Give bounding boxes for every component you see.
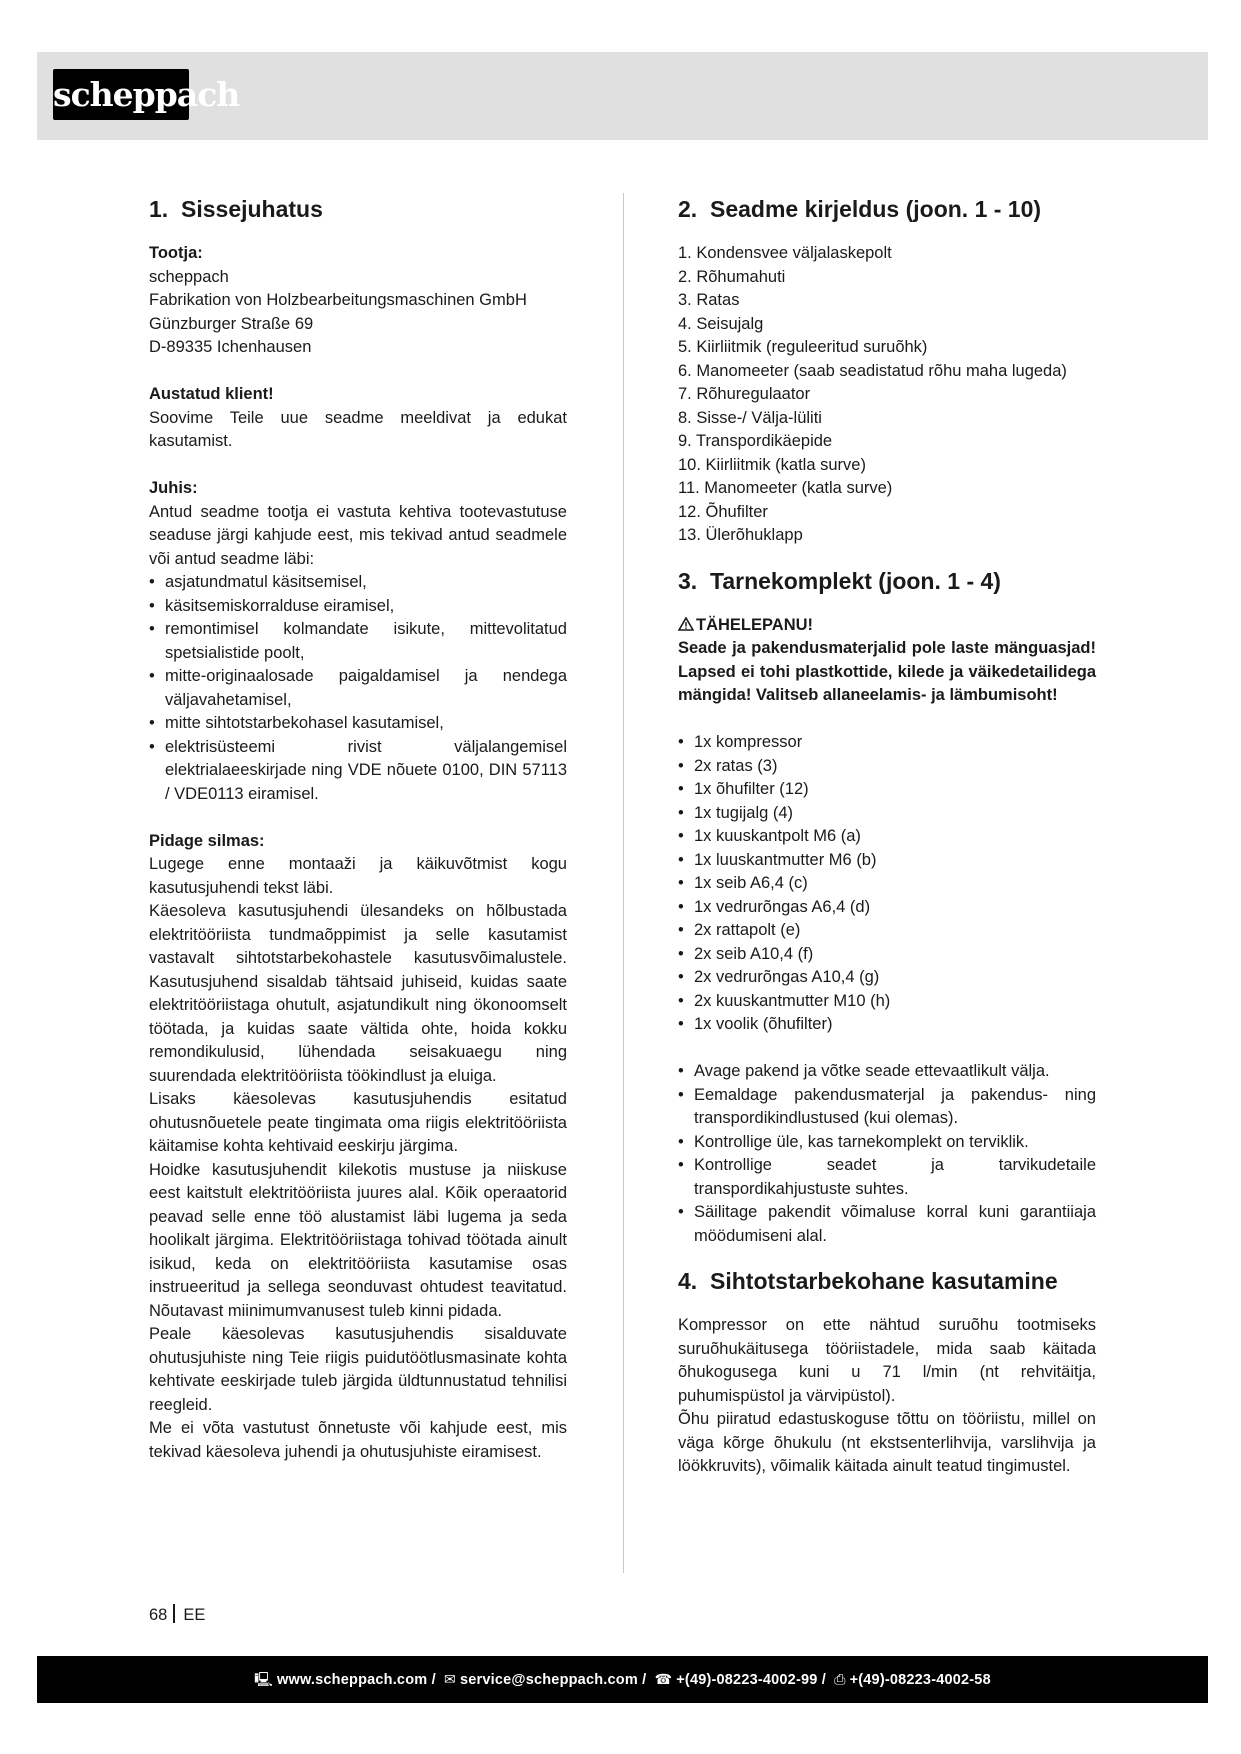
intended-use-paragraph: Õhu piiratud edastuskoguse tõttu on tööriistu, millel on väga kõrge õhukulu (nt ekstsenterlihvija, varslihvija ja löökkruvits), võimalik käitada ainult teatud tingimustel. (678, 1410, 1096, 1475)
remember-paragraph: Käesoleva kasutusjuhendi ülesandeks on hõlbustada elektritööriista tundmaõppimist ja selle kasutamist vastavalt sihtotstarbekohastele kasutusvõimalustele. Kasutusjuhend sisaldab tähtsaid juhiseid, kuidas saate elektritööriistaga ohutult, asjatundikult ning ökonoomselt töötada, ja kuidas saate vältida ohte, hoida kokku remondikulusid, lühendada seisakuaegu ning suurendada elektritööriista töökindlust ja eluiga. (149, 902, 567, 1085)
list-item: • 1x tugijalg (4) (678, 802, 1096, 826)
remember-paragraph: Lisaks käesolevas kasutusjuhendis esitatud ohutusnõuetele peate tingimata oma riigis elektritööriista käitamise kohta kehtivaid eeskirju järgima. (149, 1090, 567, 1155)
language-code: EE (183, 1606, 206, 1624)
list-item: • 1x kompressor (678, 731, 1096, 755)
phone-number: +(49)-08223-4002-99 / (676, 1672, 826, 1688)
list-item: • 1x kuuskantpolt M6 (a) (678, 825, 1096, 849)
warning-triangle-icon (678, 614, 696, 638)
scheppach-logo: scheppach (53, 69, 189, 120)
list-item: • Eemaldage pakendusmaterjal ja pakendus- ning transpordikindlustused (kui olemas). (678, 1084, 1096, 1131)
list-item: • Kontrollige seadet ja tarvikudetaile transpordikahjustuste suhtes. (678, 1154, 1096, 1201)
list-item: • Kontrollige üle, kas tarnekomplekt on terviklik. (678, 1131, 1096, 1155)
list-item: 7. Rõhuregulaator (678, 385, 811, 403)
list-item: • 1x seib A6,4 (c) (678, 872, 1096, 896)
list-item: • Avage pakend ja võtke seade ettevaatlikult välja. (678, 1060, 1096, 1084)
unpacking-steps-list (678, 1060, 1096, 1248)
section-4-heading: 4. Sihtotstarbekohane kasutamine (678, 1268, 1058, 1294)
manufacturer-line: scheppach (149, 267, 229, 286)
manufacturer-line: Fabrikation von Holzbearbeitungsmaschinen GmbH (149, 291, 527, 309)
warning-text: Seade ja pakendusmaterjalid pole laste mänguasjad! Lapsed ei tohi plastkottide, kilede ja väikedetailidega mängida! Valitseb allaneelamis- ja lämbumisoht! (678, 639, 1096, 704)
list-item: 8. Sisse-/ Välja-lüliti (678, 408, 822, 427)
list-item: 2. Rõhumahuti (678, 267, 786, 286)
list-item: • 2x ratas (3) (678, 755, 1096, 779)
manufacturer-label: Tootja: (149, 244, 203, 262)
customer-label: Austatud klient! (149, 385, 274, 403)
contents-list (678, 731, 1096, 1037)
list-item: • 2x kuuskantmutter M10 (h) (678, 990, 1096, 1014)
warning-title: TÄHELEPANU! (678, 614, 1096, 638)
list-item: 3. Ratas (678, 291, 740, 309)
section-4-title: Sihtotstarbekohane kasutamine (710, 1268, 1058, 1294)
manufacturer-line: Günzburger Straße 69 (149, 314, 314, 333)
list-item: 6. Manomeeter (saab seadistatud rõhu maha lugeda) (678, 361, 1067, 380)
list-item: • 1x õhufilter (12) (678, 778, 1096, 802)
list-item: • elektrisüsteemi rivist väljalangemisel elektrialaeeskirjade ning VDE nõuete 0100, DIN 57113 / VDE0113 eiramisel. (149, 736, 567, 807)
note-label: Juhis: (149, 479, 198, 497)
manufacturer-line: D-89335 Ichenhausen (149, 338, 312, 356)
remember-paragraph: Peale käesolevas kasutusjuhendis sisalduvate ohutusjuhiste ning Teie riigis puidutöötlusmasinate kohta kehtivate eeskirjade tuleb järgida üldtunnustatud tehnilisi reegleid. (149, 1325, 567, 1414)
list-item: • asjatundmatul käsitsemisel, (149, 571, 567, 595)
section-1-title: Sissejuhatus (181, 196, 323, 222)
website-link[interactable]: www.scheppach.com / (277, 1672, 436, 1688)
left-column (149, 193, 567, 1464)
section-3-title: Tarnekomplekt (joon. 1 - 4) (710, 567, 1001, 594)
list-item: • mitte-originaalosade paigaldamisel ja nendega väljavahetamisel, (149, 665, 567, 712)
list-item: 4. Seisujalg (678, 314, 764, 333)
list-item: 5. Kiirliitmik (reguleeritud suruõhk) (678, 338, 928, 356)
section-1-heading: 1. Sissejuhatus (149, 196, 323, 222)
list-item: • mitte sihtotstarbekohasel kasutamisel, (149, 712, 567, 736)
remember-paragraph: Lugege enne montaaži ja käikuvõtmist kogu kasutusjuhendi tekst läbi. (149, 855, 567, 897)
page-number (149, 1604, 205, 1627)
list-item: • Säilitage pakendit võimaluse korral kuni garantiiaja möödumiseni alal. (678, 1201, 1096, 1248)
list-item: 11. Manomeeter (katla surve) (678, 479, 893, 497)
section-2-heading: 2. Seadme kirjeldus (joon. 1 - 10) (678, 196, 1042, 222)
customer-text: Soovime Teile uue seadme meeldivat ja edukat kasutamist. (149, 408, 567, 450)
email-icon: ✉︎ (444, 1671, 456, 1687)
list-item: • käsitsemiskorralduse eiramisel, (149, 595, 567, 619)
column-divider (623, 193, 624, 1573)
section-2-title: Seadme kirjeldus (joon. 1 - 10) (710, 196, 1042, 222)
fax-number: +(49)-08223-4002-58 (849, 1672, 991, 1688)
right-column (678, 193, 1096, 1479)
list-item: • 1x vedrurõngas A6,4 (d) (678, 896, 1096, 920)
section-3-heading: 3. Tarnekomplekt (joon. 1 - 4) (678, 567, 1001, 594)
email-link[interactable]: service@scheppach.com / (459, 1672, 647, 1688)
note-bullet-list (149, 571, 567, 806)
remember-label: Pidage silmas: (149, 831, 265, 850)
list-item: 9. Transpordikäepide (678, 432, 833, 450)
list-item: • 2x rattapolt (e) (678, 919, 1096, 943)
footer-contact-bar (37, 1656, 1208, 1703)
list-item: 13. Ülerõhuklapp (678, 526, 803, 544)
page-number-separator (173, 1604, 175, 1623)
phone-icon: ☎︎ (654, 1671, 673, 1687)
parts-list (678, 242, 1096, 548)
note-intro: Antud seadme tootja ei vastuta kehtiva tootevastutuse seaduse järgi kahjude eest, mis tekivad antud seadmele või antud seadme läbi: (149, 502, 567, 568)
fax-icon: ⎙ (834, 1671, 846, 1687)
intended-use-paragraph: Kompressor on ette nähtud suruõhu tootmiseks suruõhukäitusega tööriistadele, mida saab käitada õhukogusega kuni u 71 l/min (nt rehvitäitja, puhumispüstol ja värvipüstol). (678, 1316, 1096, 1405)
header-band (37, 52, 1208, 140)
remember-paragraph: Hoidke kasutusjuhendit kilekotis mustuse ja niiskuse eest kaitstult elektritööriista juures alal. Kõik operaatorid peavad selle enne töö alustamist läbi lugema ja seda hoolikalt järgima. Elektritööriistaga tohivad töötada ainult isikud, keda on elektritööriista kasutamise osas instrueeritud ja sellega seonduvast ohtudest teavitatud. Nõutavast miinimumvanusest tuleb kinni pidada. (149, 1160, 567, 1320)
list-item: • 2x vedrurõngas A10,4 (g) (678, 966, 1096, 990)
list-item: 12. Õhufilter (678, 502, 768, 521)
list-item: • 2x seib A10,4 (f) (678, 943, 1096, 967)
list-item: • 1x voolik (õhufilter) (678, 1013, 1096, 1037)
page-number-value: 68 (149, 1606, 168, 1624)
list-item: 1. Kondensvee väljalaskepolt (678, 244, 892, 262)
list-item: • remontimisel kolmandate isikute, mittevolitatud spetsialistide poolt, (149, 618, 567, 665)
remember-paragraph: Me ei võta vastutust õnnetuste või kahjude eest, mis tekivad käesoleva juhendi ja ohutusjuhiste eiramisest. (149, 1419, 567, 1461)
computer-icon: 🖳︎ (254, 1671, 274, 1687)
list-item: 10. Kiirliitmik (katla surve) (678, 455, 866, 474)
list-item: • 1x luuskantmutter M6 (b) (678, 849, 1096, 873)
